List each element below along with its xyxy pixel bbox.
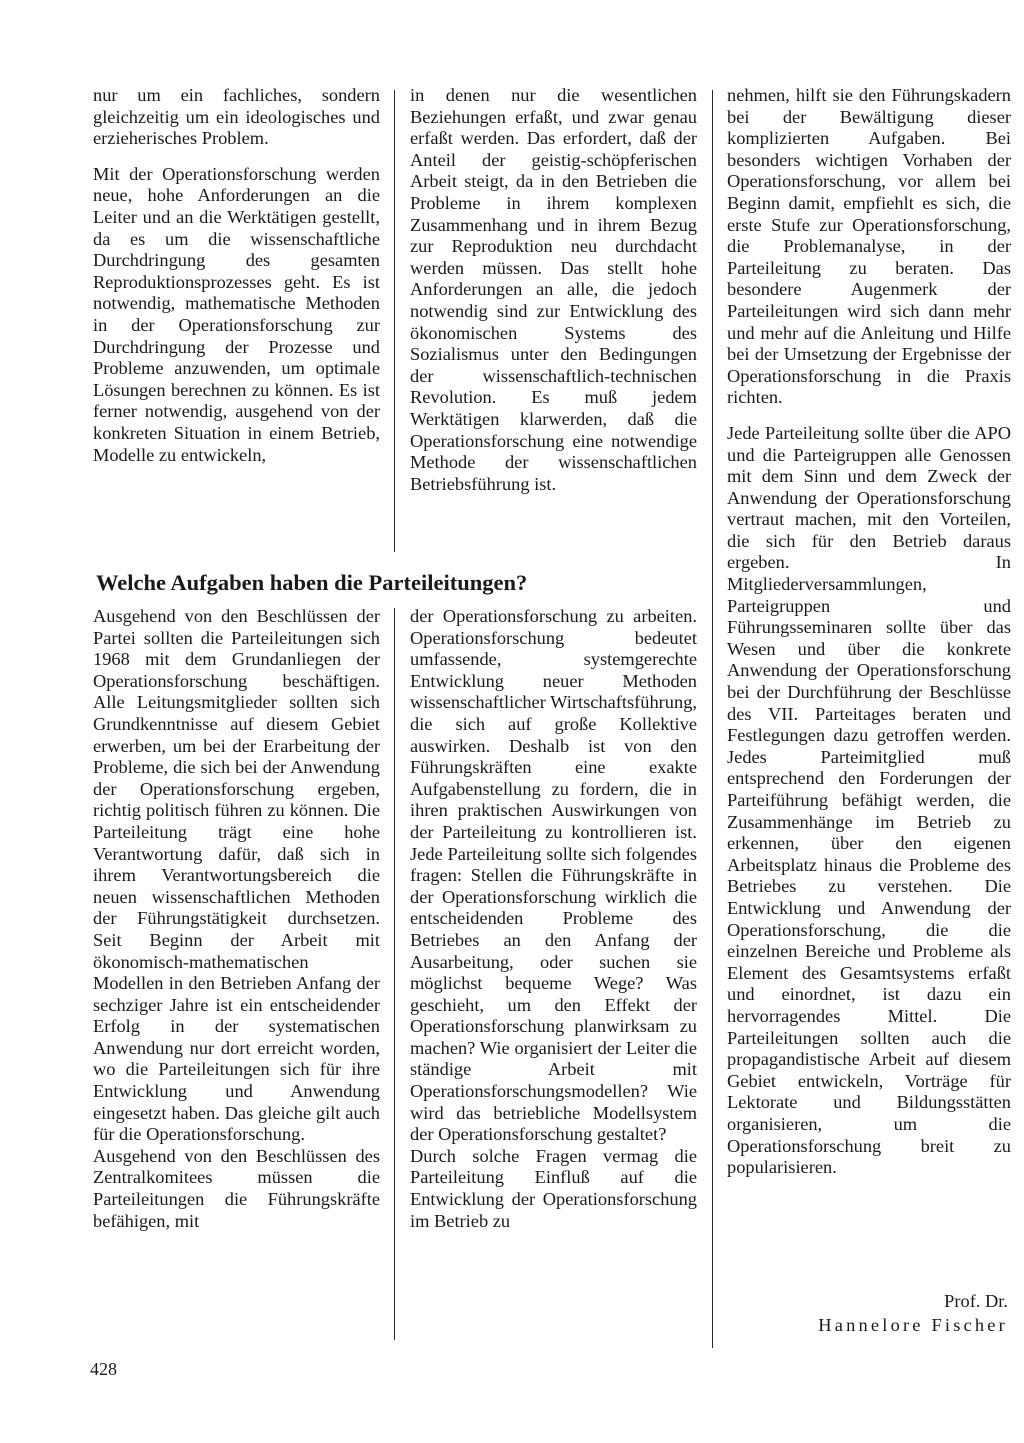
paragraph: Ausgehend von den Beschlüssen der Partei sollten die Parteileitungen sich 1968 mit dem Grundanliegen der Operationsforschung beschäftigen. Alle Leitungsmitglieder sollten sich Grundkenntnisse auf diesem Gebiet erwerben, um bei der Erarbeitung der Probleme, die sich bei der Anwendung der Operationsforschung ergeben, richtig politisch führen zu können. Die Parteileitung trägt eine hohe Verantwortung dafür, daß sich in ihrem Verantwortungsbereich die neuen wissenschaftlichen Methoden der Führungstätigkeit durchsetzen. Seit Beginn der Arbeit mit ökonomisch-mathematischen Modellen in den Betrieben Anfang der sechziger Jahre ist ein entscheidender Erfolg in der systematischen Anwendung nur dort erreicht worden, wo die Parteileitungen sich für ihre Entwicklung und Anwendung eingesetzt haben. Das gleiche gilt auch für die Operationsforschung. [93, 606, 380, 1145]
author-name: Hannelore Fischer [818, 1315, 1008, 1335]
paragraph: Mit der Operationsforschung werden neue, hohe Anforderungen an die Leiter und an die Werktätigen gestellt, da es um die wissenschaftliche Durchdringung des gesamten Reproduktionsprozesses geht. Es ist notwendig, mathematische Methoden in der Operationsforschung zur Durchdringung der Prozesse und Probleme anzuwenden, um optimale Lösungen berechnen zu können. Es ist ferner notwendig, ausgehend von der konkreten Situation in einem Betrieb, Modelle zu entwickeln, [93, 163, 380, 465]
section-heading: Welche Aufgaben haben die Parteileitungen? [96, 570, 528, 595]
paragraph: Durch solche Fragen vermag die Parteileitung Einfluß auf die Entwicklung der Operationsforschung im Betrieb zu [410, 1145, 697, 1231]
column-1-top [93, 85, 380, 466]
column-3 [727, 85, 1011, 1179]
paragraph: Ausgehend von den Beschlüssen des Zentralkomitees müssen die Parteileitungen die Führungskräfte befähigen, mit [93, 1145, 380, 1231]
column-2-top [410, 85, 697, 495]
paragraph: nehmen, hilft sie den Führungskadern bei der Bewältigung dieser komplizierten Aufgaben. Bei besonders wichtigen Vorhaben der Operationsforschung, vor allem bei Beginn damit, empfiehlt es sich, die erste Stufe zur Operationsforschung, die Problemanalyse, in der Parteileitung zu beraten. Das besondere Augenmerk der Parteileitungen wird sich dann mehr und mehr auf die Anleitung und Hilfe bei der Umsetzung der Ergebnisse der Operationsforschung in die Praxis richten. [727, 85, 1011, 408]
page-number: 428 [90, 1359, 117, 1379]
column-rule-right [712, 90, 713, 1348]
column-rule-bottom-left [394, 608, 395, 1340]
paragraph: in denen nur die wesentlichen Beziehungen erfaßt, und zwar genau erfaßt werden. Das erfordert, daß der Anteil der geistig-schöpferischen Arbeit steigt, da in den Betrieben die Probleme in ihrem komplexen Zusammenhang und in ihrem Bezug zur Reproduktion neu durchdacht werden müssen. Das stellt hohe Anforderungen an alle, die jedoch notwendig sind zur Entwicklung des ökonomischen Systems des Sozialismus unter den Bedingungen der wissenschaftlich-technischen Revolution. Es muß jedem Werktätigen klarwerden, daß die Operationsforschung eine notwendige Methode der wissenschaftlichen Betriebsführung ist. [410, 85, 697, 494]
paragraph: nur um ein fachliches, sondern gleichzeitig um ein ideologisches und erzieherisches Problem. [93, 85, 380, 149]
column-rule-top-left [394, 90, 395, 552]
author-title: Prof. Dr. [944, 1291, 1008, 1311]
paragraph: der Operationsforschung zu arbeiten. Operationsforschung bedeutet umfassende, systemgerechte Entwicklung neuer Methoden wissenschaftlicher Wirtschaftsführung, die sich auf große Kollektive auswirken. Deshalb ist von den Führungskräften eine exakte Aufgabenstellung zu fordern, die in ihren praktischen Auswirkungen von der Parteileitung zu kontrollieren ist. Jede Parteileitung sollte sich folgendes fragen: Stellen die Führungskräfte in der Operationsforschung wirklich die entscheidenden Probleme des Betriebes an den Anfang der Ausarbeitung, oder suchen sie möglichst bequeme Wege? Was geschieht, um den Effekt der Operationsforschung planwirksam zu machen? Wie organisiert der Leiter die ständige Arbeit mit Operationsforschungsmodellen? Wie wird das betriebliche Modellsystem der Operationsforschung gestaltet? [410, 606, 697, 1145]
column-1-bottom [93, 606, 380, 1232]
column-2-bottom [410, 606, 697, 1232]
paragraph: Jede Parteileitung sollte über die APO und die Parteigruppen alle Genossen mit dem Sinn und dem Zweck der Anwendung der Operationsforschung vertraut machen, mit den Vorteilen, die sich für den Betrieb daraus ergeben. In Mitgliederversammlungen, Parteigruppen und Führungsseminaren sollte über das Wesen und über die konkrete Anwendung der Operationsforschung bei der Durchführung der Beschlüsse des VII. Parteitages beraten und Festlegungen dazu getroffen werden. Jedes Parteimitglied muß entsprechend den Forderungen der Parteiführung befähigt werden, die Zusammenhänge im Betrieb zu erkennen, über den eigenen Arbeitsplatz hinaus die Probleme des Betriebes zu verstehen. Die Entwicklung und Anwendung der Operationsforschung, die die einzelnen Bereiche und Probleme als Element des Gesamtsystems erfaßt und einordnet, ist dazu ein hervorragendes Mittel. Die Parteileitungen sollten auch die propagandistische Arbeit auf diesem Gebiet entwickeln, Vorträge für Lektorate und Bildungsstätten organisieren, um die Operationsforschung breit zu popularisieren. [727, 422, 1011, 1178]
